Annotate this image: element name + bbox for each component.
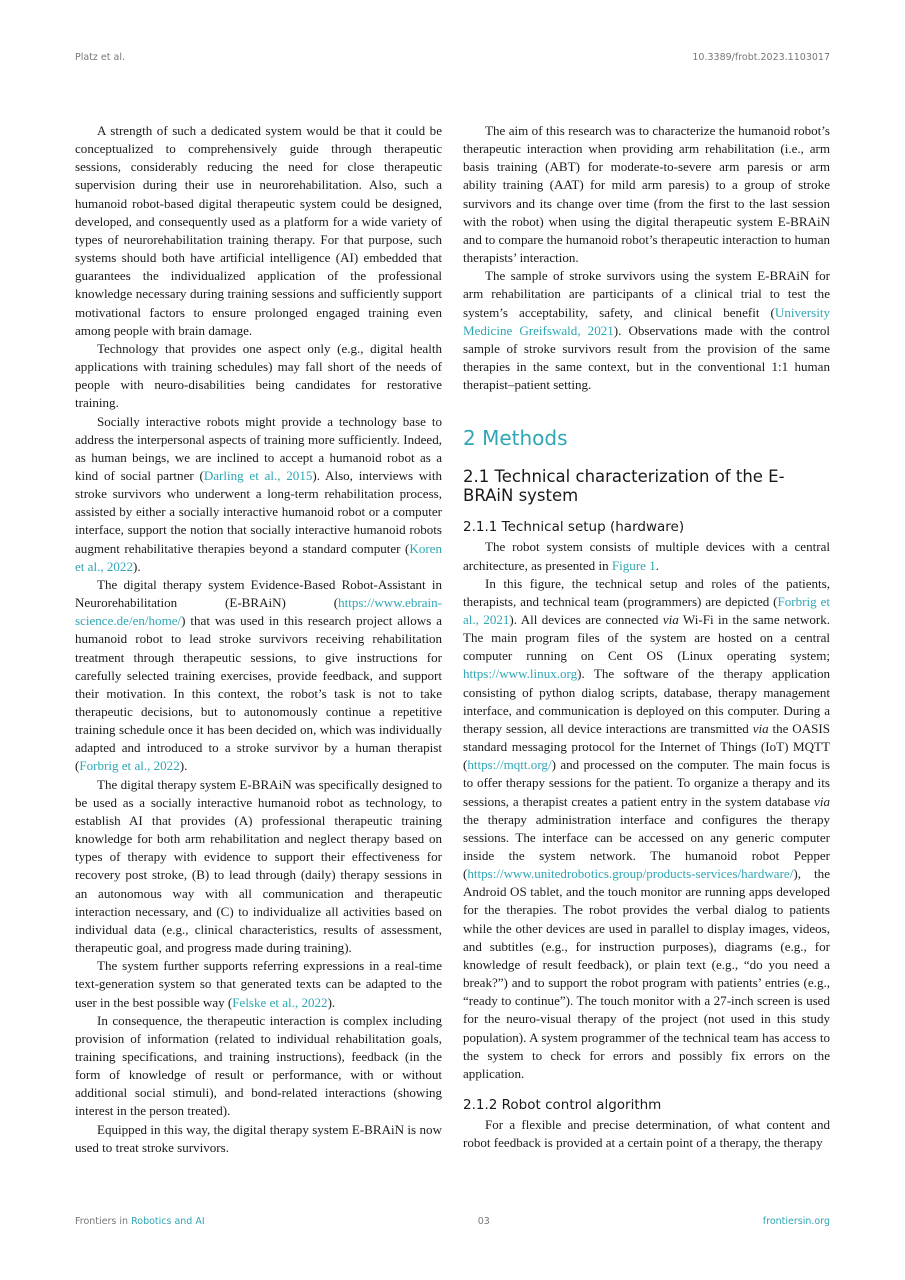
text-run: the OASIS standard messaging protocol for the Internet of Things (IoT) MQTT ( (463, 720, 831, 773)
citation-link[interactable]: Darling et al., 2015 (203, 467, 313, 483)
header-authors: Platz et al. (75, 52, 125, 63)
paragraph (463, 267, 830, 394)
footer-journal-prefix: Frontiers in (75, 1216, 132, 1227)
italic-word: via (662, 611, 679, 627)
text-run: . (655, 557, 660, 573)
text-run: The robot system consists of multiple devices with a central architecture, as presented in (463, 539, 830, 573)
text-run: ). Also, interviews with stroke survivors who underwent a long-term rehabilitation process, assisted by either a socially interactive humanoid robot or a computer interface, support the notion that socially interactive humanoid robots augment rehabilitative therapies beyond a standard computer ( (75, 467, 442, 556)
header-doi: 10.3389/frobt.2023.1103017 (692, 52, 830, 63)
text-run: the therapy administration interface and configures the therapy sessions. The interface can be accessed on any generic computer inside the system network. The humanoid robot Pepper ( (463, 811, 830, 882)
italic-word: via (752, 720, 769, 736)
paragraph: A strength of such a dedicated system would be that it could be conceptualized to comprehensively guide through therapeutic sessions, considerably reducing the need for close therapeutic supervision during their use in neurorehabilitation. Also, such a humanoid robot-based digital therapeutic system could be designed, developed, and consequently used as a platform for a wide variety of types of neurorehabilitation training therapy. For that purpose, such systems should both have artificial intelligence (AI) embedded that guarantees the individualized application of the professional knowledge necessary during training sessions and sufficiently support motivational factors to ensure prolonged engaged training even among people with brain damage. (75, 123, 442, 338)
paragraph (463, 538, 830, 574)
citation-link[interactable]: Felske et al., 2022 (232, 994, 328, 1010)
text-run: ). The software of the therapy application consisting of python dialog scripts, database, therapy management interface, and communication is deployed on this computer. During a therapy session, all device interactions are transmitted (463, 666, 830, 736)
paragraph: For a flexible and precise determination, of what content and robot feedback is provided at a certain point of a therapy, the therapy (463, 1117, 830, 1151)
text-run: ). (179, 758, 188, 774)
text-run: The system further supports referring expressions in a real-time text-generation system so that generated texts can be adapted to the user in the best possible way ( (75, 958, 442, 1010)
text-run: ), the Android OS tablet, and the touch monitor are running apps developed for the therapies. The robot provides the verbal dialog to patients while the other devices are used in parallel to display images, videos, and subtitles (e.g., for instruction purposes), diagrams (e.g., for knowledge of result feedback), or plain text (e.g., “do you need a break?”) and to support the robot program with patients’ entries (e.g., “ready to continue”). The touch monitor with a 27-inch screen is used for the neuro-visual therapy of the project (not used in this study population). A system programmer of the technical team has access to the system to check for errors and possibly fix errors on the application. (463, 866, 830, 1081)
subsection-heading: 2.1 Technical characterization of the E-BRAiN system (463, 467, 785, 506)
italic-word: via (814, 793, 830, 809)
text-run: ). (327, 994, 336, 1010)
footer-journal-name[interactable]: Robotics and AI (131, 1216, 205, 1227)
text-run: ). All devices are connected (509, 611, 663, 627)
footer-journal (75, 1216, 205, 1227)
paragraph (75, 576, 442, 776)
text-run: ). Observations made with the control sample of stroke survivors result from the provision of the same therapies in the same context, but in the conventional 1:1 human therapist–patient setting. (463, 322, 830, 393)
paragraph (75, 957, 442, 1011)
text-run: ) and processed on the computer. The main focus is to offer therapy sessions for the patient. To organize a therapy and its sessions, a therapist creates a patient entry in the system database (463, 757, 830, 809)
footer-site-link[interactable]: frontiersin.org (762, 1216, 830, 1227)
citation-link[interactable]: Forbrig et al., 2022 (79, 758, 180, 774)
subsubsection-heading: 2.1.1 Technical setup (hardware) (463, 519, 685, 536)
paragraph: The digital therapy system E-BRAiN was specifically designed to be used as a socially interactive humanoid robot as technology, to establish AI that provides (A) professional therapeutic training knowledge for both arm rehabilitation and neglect therapy based on types of therapy with evidence to support their effectiveness for recovery post stroke, (B) to lead through (daily) therapy sessions in an autonomous way with all communication and therapeutic interaction necessary, and (C) to individualize all activities based on individual data (e.g., clinical characteristics, results of assessment, therapeutic goal, and progress made during training). (75, 776, 442, 956)
text-run: ) that was used in this research project allows a humanoid robot to lead stroke survivors receiving rehabilitation treatment through therapeutic sessions, to give instructions for carefully selected training exercises, provide feedback, and support their motivation. In this context, the robot’s task is not to take therapeutic decisions, but to autonomously continue a repetitive training schedule once it has been decided on, which was individually adapted and introduced to a stroke survivor by a human therapist ( (75, 613, 442, 774)
text-run: Socially interactive robots might provide a technology base to address the interpersonal aspects of training more sufficiently. Indeed, as human beings, we are inclined to accept a humanoid robot as a kind of social partner ( (75, 413, 442, 483)
paragraph: Equipped in this way, the digital therapy system E-BRAiN is now used to treat stroke survivors. (75, 1121, 442, 1155)
paragraph: The aim of this research was to characterize the humanoid robot’s therapeutic interaction when providing arm rehabilitation (i.e., arm basis training (ABT) for moderate-to-severe arm paresis or arm ability training (AAT) for mild arm paresis) to a group of stroke survivors and its change over time (from the first to the last session with the robot) when using the digital therapeutic system E-BRAiN and to compare the humanoid robot’s therapeutic interaction to human therapists’ interaction. (463, 123, 831, 266)
page-header (75, 52, 830, 63)
citation-link[interactable]: Forbrig et al., 2021 (463, 593, 830, 627)
url-link[interactable]: https://www.linux.org (463, 666, 578, 682)
section-heading: 2 Methods (463, 426, 568, 451)
right-column (463, 122, 830, 1152)
subsubsection-heading: 2.1.2 Robot control algorithm (463, 1097, 662, 1114)
url-link[interactable]: https://www.ebrain-science.de/en/home/ (75, 595, 442, 629)
paragraph: Technology that provides one aspect only (e.g., digital health applications with training schedules) may fall short of the needs of people with neuro-disabilities being candidates for restorative training. (75, 340, 442, 411)
paragraph (75, 413, 442, 576)
url-link[interactable]: https://www.unitedrobotics.group/products-services/hardware/ (467, 866, 794, 882)
paragraph (463, 575, 830, 1083)
text-run: ). (132, 558, 141, 574)
page-footer (75, 1216, 830, 1227)
text-run: The sample of stroke survivors using the system E-BRAiN for arm rehabilitation are participants of a clinical trial to test the system’s acceptability, safety, and clinical benefit ( (463, 268, 830, 320)
paragraph: In consequence, the therapeutic interaction is complex including provision of information (related to individual rehabilitation goals, training specifications, and training instructions), feedback (in the form of knowledge of result or performance, with or without additional social stimuli), and bond-related interactions (showing interest in the person treated). (75, 1012, 442, 1119)
url-link[interactable]: https://mqtt.org/ (467, 757, 552, 773)
text-run: The digital therapy system Evidence-Based Robot-Assistant in Neurorehabilitation (E-BRAiN) ( (75, 576, 442, 611)
text-run: Wi-Fi in the same network. The main program files of the system are hosted on a central computer running on Cent OS (Linux operating system; (463, 611, 831, 664)
citation-link[interactable]: Koren et al., 2022 (75, 540, 442, 574)
left-column (75, 122, 442, 1157)
text-run: In this figure, the technical setup and roles of the patients, therapists, and technical team (programmers) are depicted ( (463, 575, 830, 609)
citation-link[interactable]: University Medicine Greifswald, 2021 (463, 304, 830, 338)
figure-link[interactable]: Figure 1 (611, 557, 656, 573)
page-number: 03 (477, 1216, 490, 1227)
